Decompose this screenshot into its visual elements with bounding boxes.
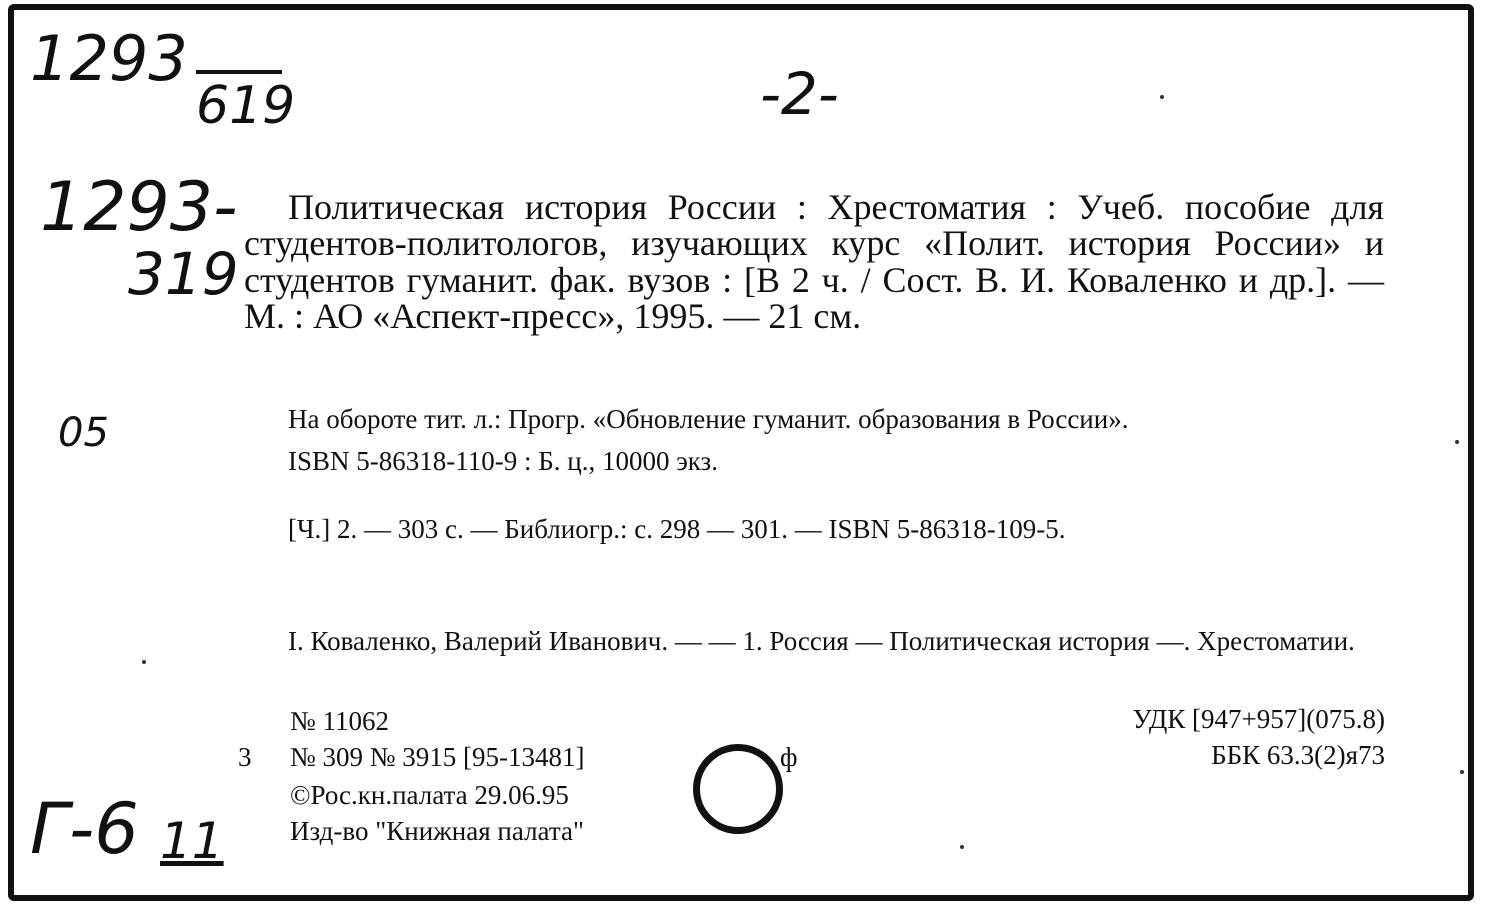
handwritten-call-number-middle: 1293- — [40, 168, 238, 247]
tracings-text: I. Коваленко, Валерий Иванович. — — 1. Россия — Политическая история —. Хрестоматии. — [288, 626, 1355, 656]
handwritten-call-number-top: 1293 — [30, 22, 188, 95]
main-entry — [244, 152, 1384, 335]
footer-number-2: № 309 № 3915 [95-13481] — [290, 742, 585, 772]
footer-publisher: Изд-во "Книжная палата" — [290, 816, 584, 846]
handwritten-call-number-middle-sub: 319 — [128, 240, 239, 308]
handwritten-shelf-mark: Г-6 — [30, 788, 139, 870]
footer-number-1: № 11062 — [290, 706, 390, 736]
note-part — [244, 478, 1384, 546]
main-entry-text: Политическая история России : Хрестоматия : Учеб. пособие для студентов-политологов, изучающих курс «Полит. история России» и студентов гуманит. фак. вузов : [В 2 ч. / Сост. В. И. Коваленко и др.]. — М. : АО «Аспект-пресс», 1995. — 21 см. — [244, 186, 1384, 336]
footer-prefix-3: 3 — [238, 742, 252, 772]
note-reverse-title-text: На обороте тит. л.: Прогр. «Обновление гуманит. образования в России». — [288, 404, 1129, 434]
speckle — [1160, 95, 1164, 99]
speckle — [142, 660, 146, 664]
speckle — [1455, 440, 1459, 444]
handwritten-fraction-bar — [196, 70, 282, 74]
footer-udk: УДК [947+957](075.8) — [1132, 704, 1385, 734]
handwritten-margin-mark: 05 — [58, 410, 109, 456]
footer-copyright: ©Рос.кн.палата 29.06.95 — [290, 780, 569, 810]
note-part-text: [Ч.] 2. — 303 с. — Библиогр.: с. 298 — 301. — ISBN 5-86318-109-5. — [288, 514, 1066, 544]
note-isbn: ISBN 5-86318-110-9 : Б. ц., 10000 экз. — [288, 446, 718, 476]
speckle — [1460, 770, 1464, 774]
tracings — [244, 590, 1384, 658]
handwritten-page-marker: -2- — [760, 60, 839, 128]
handwritten-call-number-denominator: 619 — [196, 76, 296, 136]
footer-bbk: ББК 63.3(2)я73 — [1211, 740, 1385, 770]
note-reverse-title — [244, 368, 1384, 436]
handwritten-shelf-mark-sub: 11 — [160, 812, 224, 870]
speckle — [960, 845, 964, 849]
footer-ph: ф — [780, 742, 798, 772]
card-punch-hole — [693, 744, 783, 834]
